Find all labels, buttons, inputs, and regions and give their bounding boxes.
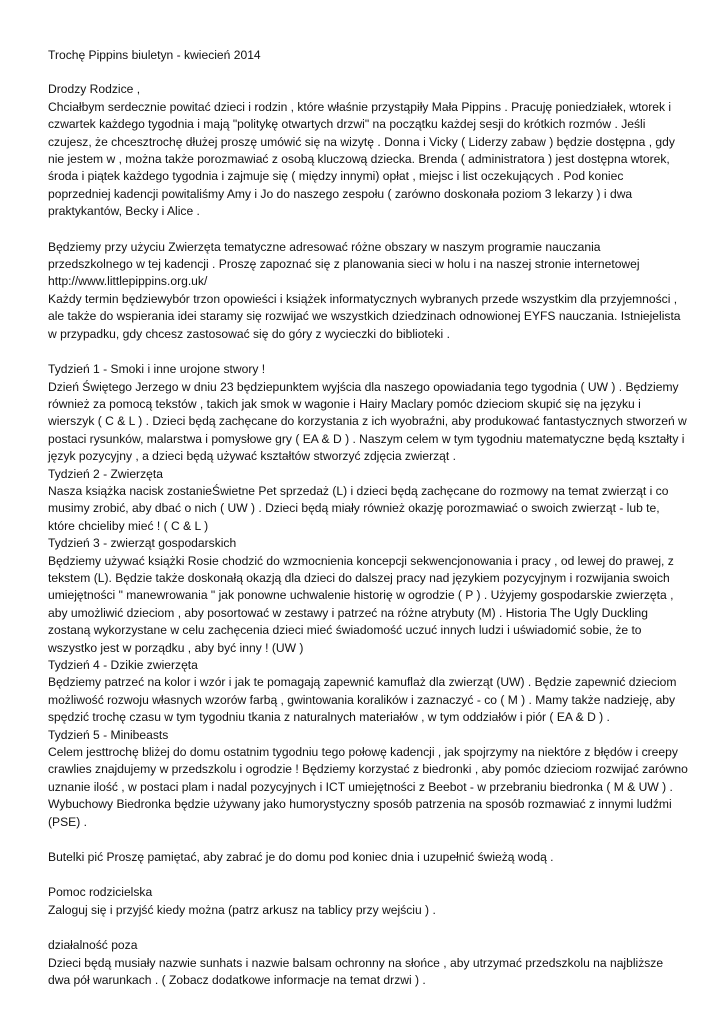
week-body: Nasza książka nacisk zostanieŚwietne Pet sprzedaż (L) i dzieci będą zachęcane do rozmowy na temat zwierząt i co musimy zrobić, aby dbać o nich ( UW ) . Dzieci będą miały również okazję porozmawiać o swoich zwierząt - lub te, które chcieliby mieć ! ( C & L )	[48, 483, 669, 533]
week-title: Tydzień 1 - Smoki i inne urojone stwory !	[48, 362, 266, 377]
bottles-paragraph: Butelki pić Proszę pamiętać, aby zabrać je do domu pod koniec dnia i uzupełnić świeżą wodą .	[48, 850, 554, 865]
newsletter-page	[48, 47, 688, 990]
intro-paragraph: Chciałbym serdecznie powitać dzieci i rodzin , które właśnie przystąpiły Mała Pippins . Pracuję poniedziałek, wtorek i czwartek każdego tygodnia i mają "politykę otwartych drzwi" na początku każdej sesji do krótkich rozmów . Jeśli czujesz, że chcesztrochę dłużej proszę umówić się na wizytę . Donna i Vicky ( Liderzy zabaw ) będzie dostępna , gdy nie jestem w , można także porozmawiać z osobą kluczową dziecka. Brenda ( administratora ) jest dostępna wtorek, środa i piątek każdego tygodnia i zajmuje się ( między innymi) opłat , miejsc i list oczekujących . Pod koniec poprzedniej kadencji powitaliśmy Amy i Jo do naszego zespołu ( zarówno doskonała poziom 3 lekarzy ) i dwa praktykantów, Becky i Alice .	[48, 99, 675, 219]
week-title: Tydzień 5 - Minibeasts	[48, 727, 169, 742]
books-paragraph: Każdy termin będziewybór trzon opowieści i książek informatycznych wybranych przede wszystkim dla przyjemności , ale także do wspierania idei staramy się rozwijać we wszystkich dziedzinach odnowionej EYFS nauczania. Istniejelista w przypadku, gdy chcesz zastosować się do góry z wycieczki do biblioteki .	[48, 291, 681, 341]
spacer	[48, 831, 688, 849]
week-body: Będziemy patrzeć na kolor i wzór i jak te pomagają zapewnić kamuflaż dla zwierząt (UW) . Będzie zapewnić dzieciom możliwość rozwoju własnych wzorów farbą , gwintowania koralików i zaznaczyć - co ( M ) . Mamy także nadzieję, aby spędzić trochę czasu w tym tygodniu tkania z naturalnych materiałów , w tym oddziałów i piór ( EA & D ) .	[48, 675, 677, 725]
greeting: Drodzy Rodzice ,	[48, 82, 141, 97]
week-title: Tydzień 2 - Zwierzęta	[48, 466, 163, 481]
spacer	[48, 343, 688, 361]
parent-help-body: Zaloguj się i przyjść kiedy można (patrz arkusz na tablicy przy wejściu ) .	[48, 902, 436, 917]
spacer	[48, 221, 688, 239]
parent-help-heading: Pomoc rodzicielska	[48, 885, 153, 900]
spacer	[48, 919, 688, 937]
week-body: Dzień Świętego Jerzego w dniu 23 będziepunktem wyjścia dla naszego opowiadania tego tygodnia ( UW ) . Będziemy również za pomocą tekstów , takich jak smok w wagonie i Hairy Maclary pomóc dzieciom skupić się na języku i wierszyk ( C & L ) . Dzieci będą zachęcane do korzystania z ich wyobraźni, aby produkować fantastycznych stworzeń w postaci rysunków, malarstwa i pomysłowe gry ( EA & D ) . Naszym celem w tym tygodniu matematyczne będą kształty i język pozycyjny , a dzieci będą używać kształtów stworzyć zdjęcia zwierząt .	[48, 379, 687, 464]
outdoor-heading: działalność poza	[48, 938, 138, 953]
spacer	[48, 866, 688, 884]
week-body: Celem jesttrochę bliżej do domu ostatnim tygodniu tego połowę kadencji , jak spojrzymy na niektóre z błędów i creepy crawlies znajdujemy w przedszkolu i ogrodzie ! Będziemy korzystać z biedronki , aby pomóc dzieciom rozwijać zarówno uznanie ilość , w postaci plam i nadal pozycyjnych i ICT umiejętności z Beebot - w przebraniu biedronka ( M & UW ) . Wybuchowy Biedronka będzie używany jako humorystyczny sposób patrzenia na sposób rozmawiać z innymi ludźmi (PSE) .	[48, 745, 688, 829]
newsletter-header: Trochę Pippins biuletyn - kwiecień 2014	[48, 48, 261, 62]
outdoor-body: Dzieci będą musiały nazwie sunhats i nazwie balsam ochronny na słońce , aby utrzymać przedszkolu na najbliższe dwa pół warunkach . ( Zobacz dodatkowe informacje na temat drzwi ) .	[48, 955, 664, 988]
week-title: Tydzień 3 - zwierząt gospodarskich	[48, 536, 237, 551]
week-title: Tydzień 4 - Dzikie zwierzęta	[48, 658, 198, 672]
spacer	[48, 64, 688, 81]
week-body: Będziemy używać książki Rosie chodzić do wzmocnienia koncepcji sekwencjonowania i pracy , od lewej do prawej, z tekstem (L). Będzie także doskonałą okazją dla dzieci do dalszej pracy nad językiem pozycyjnym i rozwijania swoich umiejętności " manewrowania " jak ponowne uchwalenie historię w ogrodzie ( P ) . Użyjemy gospodarskie zwierzęta , aby umożliwić dzieciom , aby posortować w zestawy i patrzeć na różne atrybuty (M) . Historia The Ugly Duckling zostaną wykorzystane w celu zachęcenia dzieci mieć świadomość uczuć innych ludzi i uświadomić sobie, że to wszystko jest w porządku , aby być inny ! (UW )	[48, 553, 674, 655]
topics-paragraph: Będziemy przy użyciu Zwierzęta tematyczne adresować różne obszary w naszym programie nauczania przedszkolnego w tej kadencji . Proszę zapoznać się z planowania sieci w holu i na naszej stronie internetowej http://www.littlepippins.org.uk/	[48, 239, 640, 289]
